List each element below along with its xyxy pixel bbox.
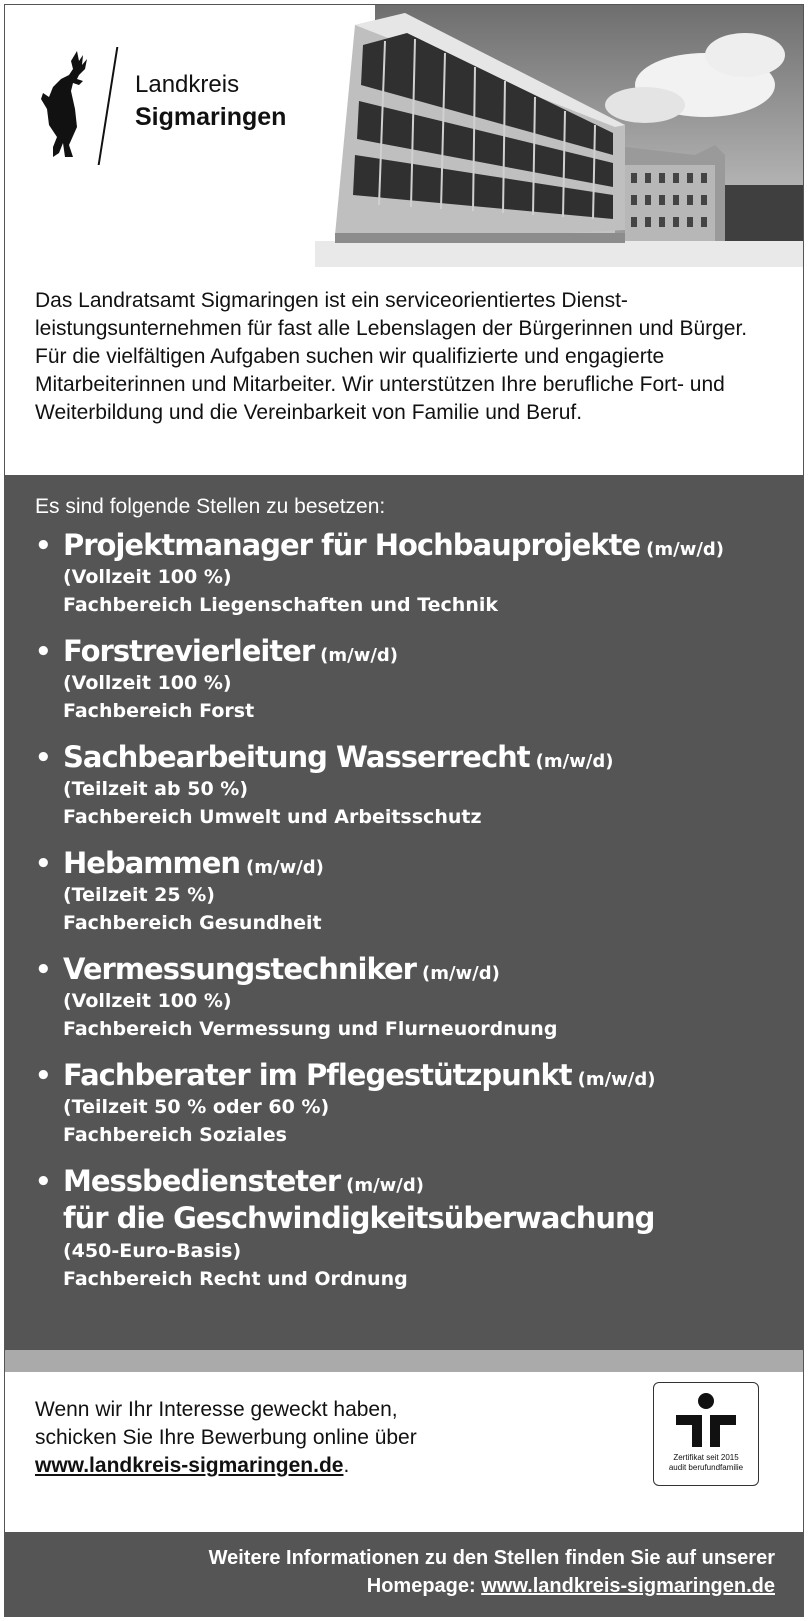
job-department: Fachbereich Liegenschaften und Technik bbox=[63, 594, 499, 616]
header bbox=[5, 5, 803, 267]
job-department: Fachbereich Recht und Ordnung bbox=[63, 1268, 408, 1290]
certificate-line2: audit berufundfamilie bbox=[668, 1463, 744, 1472]
district-logo bbox=[35, 43, 325, 163]
job-item bbox=[35, 845, 785, 937]
positions-heading: Es sind folgende Stellen zu besetzen: bbox=[35, 495, 386, 518]
job-hours: (Vollzeit 100 %) bbox=[63, 990, 232, 1012]
berufundfamilie-icon bbox=[666, 1389, 746, 1453]
job-list bbox=[35, 527, 785, 1307]
job-title: Fachberater im Pflegestützpunkt bbox=[63, 1058, 572, 1092]
bullet: • bbox=[35, 849, 52, 879]
job-hours: (Teilzeit ab 50 %) bbox=[63, 778, 248, 800]
job-title-line2: für die Geschwindigkeitsüberwachung bbox=[63, 1201, 655, 1235]
contact-text bbox=[35, 1396, 555, 1480]
job-title: Sachbearbeitung Wasserrecht bbox=[63, 740, 530, 774]
footer-text bbox=[209, 1544, 775, 1600]
bullet: • bbox=[35, 637, 52, 667]
application-link[interactable]: www.landkreis-sigmaringen.de bbox=[35, 1454, 344, 1477]
logo-divider bbox=[98, 47, 119, 165]
certificate-line1: Zertifikat seit 2015 bbox=[673, 1453, 739, 1462]
gender-note: (m/w/d) bbox=[346, 1175, 424, 1196]
job-hours: (Teilzeit 50 % oder 60 %) bbox=[63, 1096, 330, 1118]
footer-line1: Weitere Informationen zu den Stellen finden Sie auf unserer bbox=[208, 1547, 775, 1569]
job-title: Projektmanager für Hochbauprojekte bbox=[63, 528, 641, 562]
gender-note: (m/w/d) bbox=[320, 645, 399, 666]
job-department: Fachbereich Umwelt und Arbeitsschutz bbox=[63, 806, 482, 828]
building-photo bbox=[315, 5, 803, 267]
job-department: Fachbereich Forst bbox=[63, 700, 255, 722]
link-suffix: . bbox=[343, 1454, 350, 1477]
job-item bbox=[35, 951, 785, 1043]
job-item bbox=[35, 1163, 785, 1293]
job-title: Vermessungstechniker bbox=[63, 952, 416, 986]
bullet: • bbox=[35, 955, 52, 985]
certificate-text bbox=[656, 1453, 756, 1473]
job-hours: (Teilzeit 25 %) bbox=[63, 884, 215, 906]
job-item bbox=[35, 739, 785, 831]
intro-text: Das Landratsamt Sigmaringen ist ein serviceorientiertes Dienst-leistungsunternehmen für fast alle Lebenslagen der Bürgerinnen und Bürger. Für die vielfältigen Aufgaben suchen wir qualifizierte und engagierte Mitarbeiterinnen und Mitarbeiter. Wir unterstützen Ihre berufliche Fort- und Weiterbildung und die Vereinbarkeit von Familie und Beruf. bbox=[35, 289, 748, 424]
homepage-link[interactable]: www.landkreis-sigmaringen.de bbox=[481, 1575, 775, 1597]
job-item bbox=[35, 633, 785, 725]
job-title: Hebammen bbox=[63, 846, 241, 880]
contact-line1: Wenn wir Ihr Interesse geweckt haben, bbox=[35, 1398, 398, 1421]
job-hours: (450-Euro-Basis) bbox=[63, 1240, 242, 1262]
bullet: • bbox=[35, 1167, 52, 1197]
gender-note: (m/w/d) bbox=[577, 1069, 656, 1090]
positions-panel bbox=[5, 475, 803, 1350]
job-hours: (Vollzeit 100 %) bbox=[63, 566, 232, 588]
bullet: • bbox=[35, 743, 52, 773]
gender-note: (m/w/d) bbox=[535, 751, 614, 772]
certificate-badge bbox=[653, 1382, 759, 1486]
job-title: Messbediensteter bbox=[63, 1164, 341, 1198]
bullet: • bbox=[35, 531, 52, 561]
job-title: Forstrevierleiter bbox=[63, 634, 315, 668]
job-department: Fachbereich Vermessung und Flurneuordnung bbox=[63, 1018, 558, 1040]
gender-note: (m/w/d) bbox=[246, 857, 324, 878]
contact-section bbox=[5, 1372, 803, 1532]
gender-note: (m/w/d) bbox=[646, 539, 725, 560]
job-item bbox=[35, 1057, 785, 1149]
job-hours: (Vollzeit 100 %) bbox=[63, 672, 232, 694]
contact-line2: schicken Sie Ihre Bewerbung online über bbox=[35, 1426, 417, 1449]
org-name-line1: Landkreis bbox=[135, 71, 240, 98]
job-department: Fachbereich Soziales bbox=[63, 1124, 287, 1146]
org-name-line2: Sigmaringen bbox=[135, 103, 287, 131]
job-advertisement bbox=[4, 4, 804, 1617]
gender-note: (m/w/d) bbox=[421, 963, 500, 984]
footer bbox=[5, 1532, 803, 1616]
footer-line2-prefix: Homepage: bbox=[366, 1575, 482, 1597]
divider-strip bbox=[5, 1350, 803, 1372]
stag-icon bbox=[39, 49, 93, 159]
job-item bbox=[35, 527, 785, 619]
job-department: Fachbereich Gesundheit bbox=[63, 912, 322, 934]
bullet: • bbox=[35, 1061, 52, 1091]
